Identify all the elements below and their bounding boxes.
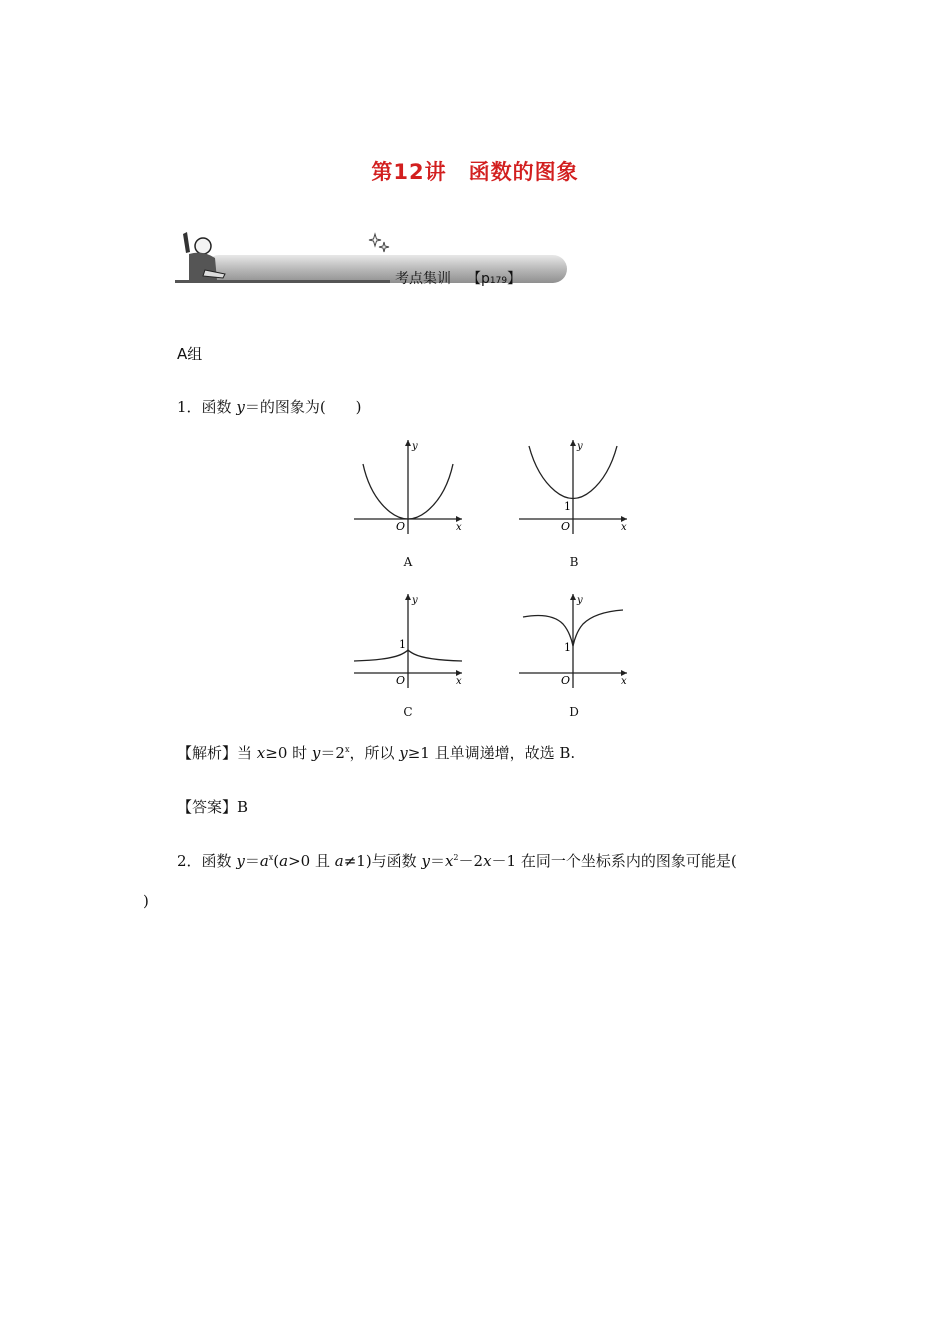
x-axis-label: x [621, 522, 627, 533]
question-1-text: 1．函数 y＝的图象为( ) [177, 398, 362, 416]
origin-label: O [396, 674, 406, 687]
origin-label: O [561, 520, 571, 533]
graph-caption-b: B [569, 555, 579, 569]
analysis-text: 【解析】当 x≥0 时 $y=2^x$，所以 y≥1 且单调递增，故选 B. [177, 744, 576, 762]
sparkle-icon [367, 232, 391, 256]
graph-option-c [350, 590, 470, 690]
y-axis-label: y [412, 595, 418, 606]
intercept-label: 1 [564, 641, 571, 654]
banner-label: 考点集训 【p179】 [395, 271, 522, 287]
group-heading: A组 [177, 345, 203, 363]
graph-caption-d: D [569, 705, 579, 719]
y-axis-label: y [577, 595, 583, 606]
x-axis-label: x [621, 676, 627, 687]
graph-option-d [515, 590, 635, 690]
page-title: 第12讲 函数的图象 [371, 160, 579, 184]
graph-caption-a: A [403, 555, 413, 569]
section-banner [175, 230, 545, 292]
x-axis-label: x [456, 522, 462, 533]
y-axis-label: y [412, 441, 418, 452]
x-axis-label: x [456, 676, 462, 687]
graph-caption-c: C [403, 705, 413, 719]
answer-text: 【答案】B [177, 798, 249, 816]
intercept-label: 1 [564, 500, 571, 513]
origin-label: O [561, 674, 571, 687]
question-2-closing-paren: ) [143, 892, 149, 910]
student-raising-hand-icon [175, 230, 235, 286]
intercept-label: 1 [399, 638, 406, 651]
graph-option-a [350, 436, 470, 536]
question-2-text: 2．函数 $y=a^x(a>0$ 且 a≠1)与函数 $y=x^2-2x-1$ 在同一个坐标系内的图象可能是( [177, 852, 737, 870]
page-reference: 【p179】 [467, 271, 522, 287]
origin-label: O [396, 520, 406, 533]
y-axis-label: y [577, 441, 583, 452]
graph-option-b [515, 436, 635, 536]
